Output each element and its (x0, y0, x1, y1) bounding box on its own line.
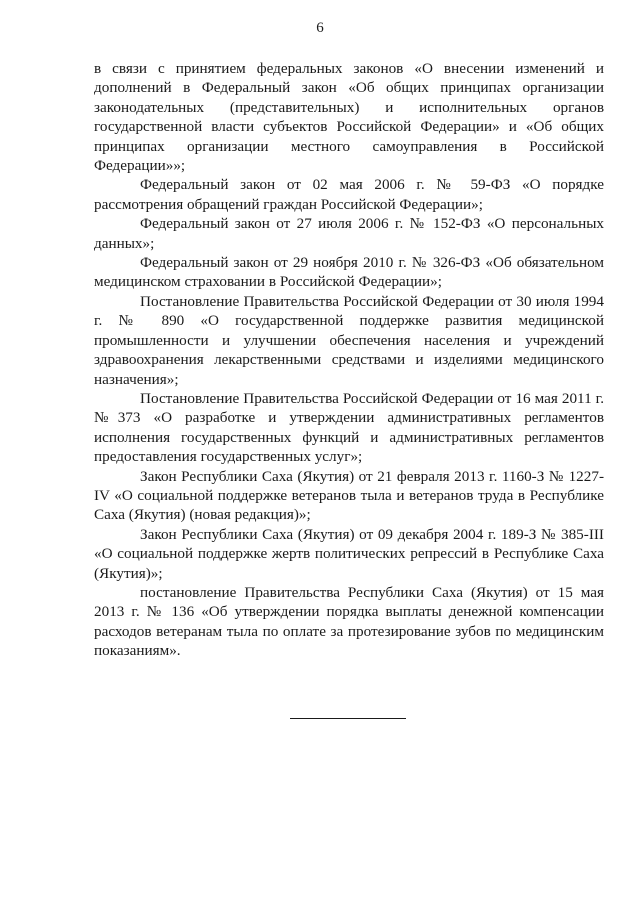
paragraph-decree-890: Постановление Правительства Российской Федерации от 30 июля 1994 г. № 890 «О государственной поддержке развития медицинской промышленности и улучшении обеспечения населения и учреждений здравоохранения лекарственными средствами и изделиями медицинского назначения»; (94, 292, 604, 388)
paragraph-decree-136: постановление Правительства Республики Саха (Якутия) от 15 мая 2013 г. № 136 «Об утверждении порядка выплаты денежной компенсации расходов ветеранам тыла по оплате за протезирование зубов по медицинским показаниям». (94, 583, 604, 660)
paragraph-decree-373: Постановление Правительства Российской Федерации от 16 мая 2011 г. №373 «О разработке и утверждении административных регламентов исполнения государственных функций и административных регламентов предоставления государственных услуг»; (94, 389, 604, 466)
paragraph-law-1160-z: Закон Республики Саха (Якутия) от 21 февраля 2013 г. 1160-З № 1227-IV «О социальной поддержке ветеранов тыла и ветеранов труда в Республике Саха (Якутия) (новая редакция)»; (94, 467, 604, 524)
paragraph-continuation: в связи с принятием федеральных законов «О внесении изменений и дополнений в Федеральный закон «Об общих принципах организации законодательных (представительных) и исполнительных органов государственной власти субъектов Российской Федерации» и «Об общих принципах организации местного самоуправления в Российской Федерации»»; (94, 60, 604, 175)
paragraph-law-59-fz: Федеральный закон от 02 мая 2006 г. № 59-ФЗ «О порядке рассмотрения обращений граждан Российской Федерации»; (94, 176, 604, 213)
document-body (94, 59, 604, 661)
paragraph-law-152-fz: Федеральный закон от 27 июля 2006 г. № 152-ФЗ «О персональных данных»; (94, 215, 604, 252)
end-divider (290, 718, 406, 719)
paragraph-law-326-fz: Федеральный закон от 29 ноября 2010 г. № 326-ФЗ «Об обязательном медицинском страховании в Российской Федерации»; (94, 254, 604, 291)
page-number: 6 (316, 20, 324, 36)
paragraph-law-189-z: Закон Республики Саха (Якутия) от 09 декабря 2004 г. 189-З № 385-III «О социальной поддержке жертв политических репрессий в Республике Саха (Якутия)»; (94, 525, 604, 582)
